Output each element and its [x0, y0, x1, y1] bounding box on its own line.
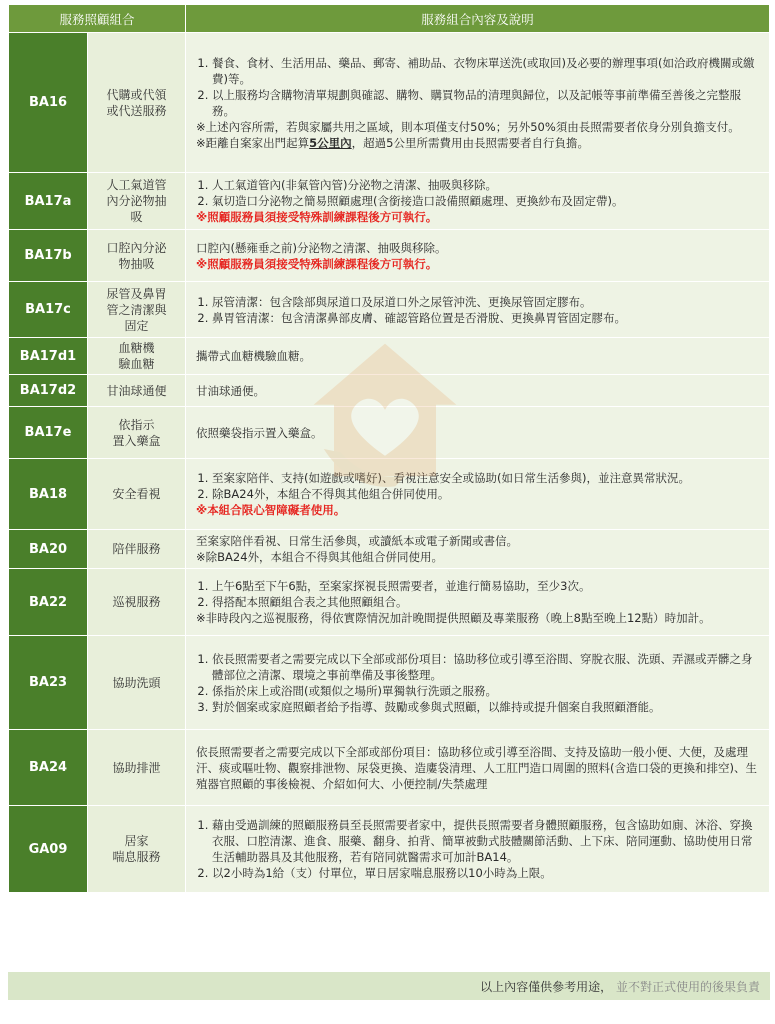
list-item: 2. 鼻胃管清潔：包含清潔鼻部皮膚、確認管路位置是否滑脫、更換鼻胃管固定膠布。 [212, 310, 761, 326]
service-code: BA17d2 [9, 375, 88, 407]
description-list [196, 55, 761, 119]
service-name: 人工氣道管 內分泌物抽 吸 [88, 173, 186, 230]
description-list [196, 470, 761, 502]
description-text: 攜帶式血糖機驗血糖。 [196, 349, 312, 363]
list-item: 3. 對於個案或家庭照顧者給予指導、鼓勵或參與式照顧，以維持或提升個案自我照顧潛能。 [212, 699, 761, 715]
table-row [9, 173, 770, 230]
disclaimer-main: 以上內容僅供參考用途， [480, 980, 613, 994]
list-item: 2. 得搭配本照顧組合表之其他照顧組合。 [212, 594, 761, 610]
note-text: ※上述內容所需，若與家屬共用之區域，則本項僅支付50%；另外50%須由長照需要者依身分別負擔支付。 [196, 119, 740, 134]
service-name: 協助排泄 [88, 730, 186, 806]
service-code: BA17a [9, 173, 88, 230]
list-item: 1. 餐食、食材、生活用品、藥品、郵寄、補助品、衣物床單送洗(或取回)及必要的辦理事項(如洽政府機關或繳費)等。 [212, 55, 761, 87]
disclaimer-text [480, 978, 760, 995]
table-row [9, 375, 770, 407]
list-item: 1. 上午6點至下午6點，至案家探視長照需要者，並進行簡易協助，至少3次。 [212, 578, 761, 594]
service-name: 口腔內分泌 物抽吸 [88, 230, 186, 282]
service-code: BA18 [9, 459, 88, 530]
description-text: 甘油球通便。 [196, 383, 266, 398]
description-text: 至案家陪伴看視、日常生活參與，或讀紙本或電子新聞或書信。 [196, 534, 519, 548]
note-text: ※除BA24外，本組合不得與其他組合併同使用。 [196, 550, 444, 564]
table-row [9, 806, 770, 893]
service-description [186, 230, 770, 282]
note-text [196, 135, 761, 151]
list-item: 1. 尿管清潔：包含陰部與尿道口及尿道口外之尿管沖洗、更換尿管固定膠布。 [212, 294, 761, 310]
service-name: 依指示 置入藥盒 [88, 407, 186, 459]
table-row [9, 230, 770, 282]
service-description [186, 569, 770, 636]
service-description [186, 33, 770, 173]
list-item: 1. 藉由受過訓練的照顧服務員至長照需要者家中，提供長照需要者身體照顧服務，包含協助如廁、沐浴、穿換衣服、口腔清潔、進食、服藥、翻身、拍背、簡單被動式肢體關節活動、上下床、陪同運動、協助使用日常生活輔助器具及其他服務，若有陪同就醫需求可加計BA14。 [212, 817, 761, 865]
note-text: ※非時段內之巡視服務，得依實際情況加計晚間提供照顧及專業服務（晚上8點至晚上12點）時加計。 [196, 611, 711, 625]
service-table [8, 4, 770, 893]
service-description [186, 407, 770, 459]
service-code: BA17c [9, 282, 88, 338]
list-item: 2. 氣切造口分泌物之簡易照顧處理(含銜接造口設備照顧處理、更換紗布及固定帶)。 [212, 193, 761, 209]
service-code: BA23 [9, 636, 88, 730]
table-row [9, 282, 770, 338]
table-row [9, 636, 770, 730]
table-row [9, 33, 770, 173]
list-item: 2. 除BA24外，本組合不得與其他組合併同使用。 [212, 486, 761, 502]
service-code: BA17d1 [9, 338, 88, 375]
description-text: 依長照需要者之需要完成以下全部或部份項目：協助移位或引導至浴間、支持及協助一般小便、大便，及處理汗、痰或嘔吐物、觀察排泄物、尿袋更換、造廔袋清理、人工肛門造口周圍的照料(含造口袋的更換和排空)、生殖器官照顧的事後檢視、介紹如何大、小便控制/失禁處理 [196, 744, 757, 791]
service-description [186, 730, 770, 806]
table-row [9, 530, 770, 569]
service-name: 血糖機 驗血糖 [88, 338, 186, 375]
list-item: 1. 至案家陪伴、支持(如遊戲或嗜好)、看視注意安全或協助(如日常生活參與)，並注意異常狀況。 [212, 470, 761, 486]
warning-text: ※本組合限心智障礙者使用。 [196, 503, 346, 517]
service-description [186, 530, 770, 569]
service-code: GA09 [9, 806, 88, 893]
footer-bar [8, 972, 770, 1000]
service-code: BA22 [9, 569, 88, 636]
service-code: BA24 [9, 730, 88, 806]
list-item: 1. 人工氣道管內(非氣管內管)分泌物之清潔、抽吸與移除。 [212, 177, 761, 193]
service-name: 尿管及鼻胃 管之清潔與 固定 [88, 282, 186, 338]
description-list [196, 651, 761, 715]
service-description [186, 173, 770, 230]
description-list [196, 294, 761, 326]
service-name: 代購或代領 或代送服務 [88, 33, 186, 173]
list-item: 2. 係指於床上或浴間(或類似之場所)單獨執行洗頭之服務。 [212, 683, 761, 699]
header-content-description: 服務組合內容及說明 [186, 5, 770, 33]
service-description [186, 375, 770, 407]
service-name: 陪伴服務 [88, 530, 186, 569]
service-code: BA20 [9, 530, 88, 569]
list-item: 1. 依長照需要者之需要完成以下全部或部份項目：協助移位或引導至浴間、穿脫衣服、洗頭、弄濕或弄髒之身體部位之清潔、環境之事前準備及事後整理。 [212, 651, 761, 683]
service-name: 甘油球通便 [88, 375, 186, 407]
table-row [9, 730, 770, 806]
note-before: ※距離自案家出門起算 [196, 135, 310, 150]
service-name: 巡視服務 [88, 569, 186, 636]
description-list [196, 578, 761, 610]
disclaimer-light: 並不對正式使用的後果負責 [615, 980, 760, 994]
description-list [196, 817, 761, 881]
table-row [9, 459, 770, 530]
table-row [9, 338, 770, 375]
service-code: BA16 [9, 33, 88, 173]
table-row [9, 569, 770, 636]
service-description [186, 282, 770, 338]
note-after: ，超過5公里所需費用由長照需要者自行負擔。 [351, 135, 589, 150]
service-name: 安全看視 [88, 459, 186, 530]
note-emph: 5公里內 [309, 135, 352, 150]
service-name: 居家 喘息服務 [88, 806, 186, 893]
warning-text: ※照顧服務員須接受特殊訓練課程後方可執行。 [196, 256, 438, 271]
description-text: 口腔內(懸雍垂之前)分泌物之清潔、抽吸與移除。 [196, 240, 447, 255]
header-service-combo: 服務照顧組合 [9, 5, 186, 33]
list-item: 2. 以2小時為1給（支）付單位，單日居家喘息服務以10小時為上限。 [212, 865, 761, 881]
service-name: 協助洗頭 [88, 636, 186, 730]
table-row [9, 407, 770, 459]
service-description [186, 636, 770, 730]
description-text: 依照藥袋指示置入藥盒。 [196, 425, 323, 440]
warning-text: ※照顧服務員須接受特殊訓練課程後方可執行。 [196, 210, 438, 224]
table-header-row [9, 5, 770, 33]
service-description [186, 806, 770, 893]
description-list [196, 177, 761, 209]
service-code: BA17b [9, 230, 88, 282]
service-description [186, 459, 770, 530]
service-code: BA17e [9, 407, 88, 459]
service-description [186, 338, 770, 375]
list-item: 2. 以上服務均含購物清單規劃與確認、購物、購買物品的清理與歸位，以及記帳等事前準備至善後之完整服務。 [212, 87, 761, 119]
